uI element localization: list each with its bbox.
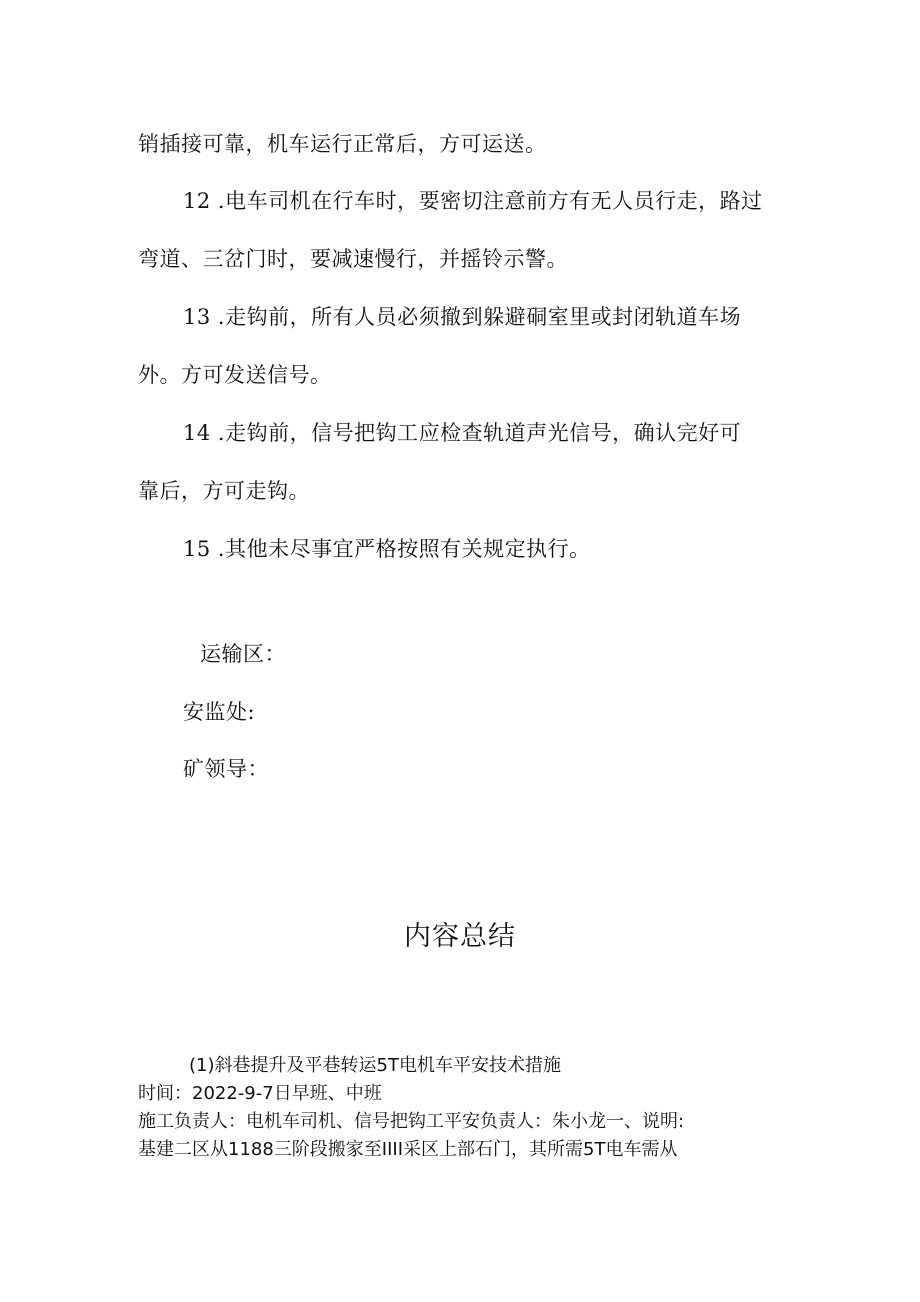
- body-line-3: 弯道、三岔门时，要减速慢行，并摇铃示警。: [138, 247, 568, 271]
- summary-line-2: 时间：2022-9-7日早班、中班: [138, 1083, 382, 1104]
- summary-line-3: 施工负责人：电机车司机、信号把钩工平安负责人：朱小龙一、说明:: [138, 1111, 685, 1132]
- summary-title: 内容总结: [404, 921, 516, 952]
- body-line-1: 销插接可靠，机车运行正常后，方可运送。: [138, 132, 547, 156]
- body-line-4: 13 .走钩前，所有人员必须撤到躲避硐室里或封闭轨道车场: [183, 305, 742, 329]
- summary-line-4: 基建二区从1188三阶段搬家至IIII采区上部石门，其所需5T电车需从: [138, 1139, 678, 1160]
- body-line-6: 14 .走钩前，信号把钩工应检查轨道声光信号，确认完好可: [183, 421, 742, 445]
- body-line-8: 15 .其他未尽事宜严格按照有关规定执行。: [183, 537, 591, 561]
- signature-mine-leader: 矿领导：: [183, 757, 269, 781]
- body-line-2: 12 .电车司机在行车时，要密切注意前方有无人员行走，路过: [183, 189, 763, 213]
- summary-line-1: (1)斜巷提升及平巷转运5T电机车平安技术措施: [189, 1055, 561, 1076]
- signature-transport-area: 运输区：: [200, 642, 286, 666]
- body-line-5: 外。方可发送信号。: [138, 363, 332, 387]
- body-line-7: 靠后，方可走钩。: [138, 479, 310, 503]
- signature-safety-office: 安监处:: [183, 700, 256, 724]
